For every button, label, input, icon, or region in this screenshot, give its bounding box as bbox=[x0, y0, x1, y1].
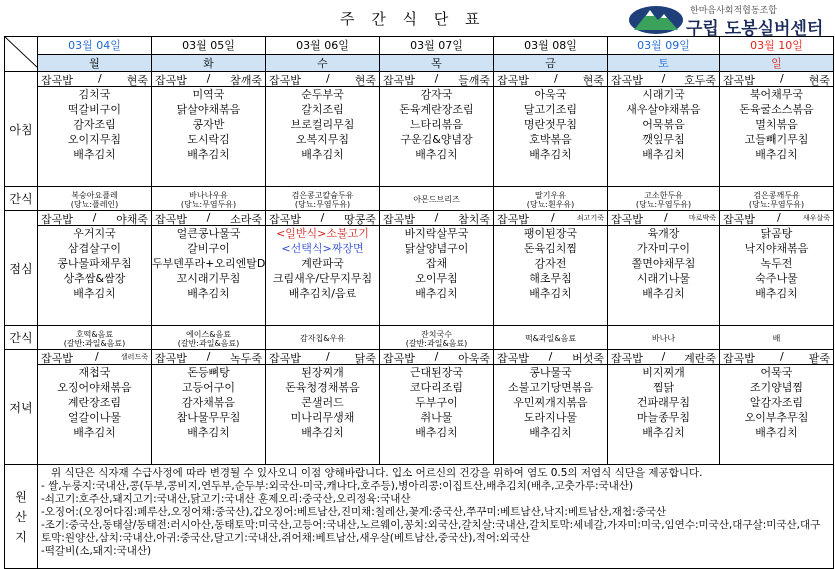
dish-item: 배추김치 bbox=[755, 287, 798, 300]
dish-item: 근대된장국 bbox=[409, 366, 464, 379]
separator: / bbox=[777, 211, 781, 224]
lunch-cell bbox=[720, 211, 834, 326]
dish-item: 두부덴푸라+오리엔탈D bbox=[152, 257, 265, 270]
dinner-row bbox=[5, 350, 834, 465]
dish-item: 새우살야채볶음 bbox=[626, 103, 701, 116]
dish-item: 가자미구이 bbox=[636, 242, 691, 255]
rice-porridge-line bbox=[38, 72, 151, 87]
dish-item: 된장찌개 bbox=[301, 366, 344, 379]
date-sat: 03월 09일 bbox=[608, 37, 720, 55]
dish-item: 돈육계란장조림 bbox=[399, 103, 474, 116]
dish-item: 감자채볶음 bbox=[181, 396, 236, 409]
day-sat: 토 bbox=[608, 54, 720, 72]
snack1-cell bbox=[266, 187, 380, 211]
rice-name: 잡곡밥 bbox=[497, 213, 529, 226]
rice-name: 잡곡밥 bbox=[41, 74, 73, 87]
rice-porridge-line bbox=[720, 72, 833, 87]
origin-line: -떡갈비(소,돼지:국내산) bbox=[41, 545, 152, 557]
snack2-label: 간식 bbox=[5, 326, 38, 350]
breakfast-row bbox=[5, 72, 834, 187]
dish-item: 배추김치 bbox=[529, 426, 572, 439]
snack-name: 딸기우유 bbox=[535, 190, 566, 200]
rice-porridge-line bbox=[380, 211, 493, 226]
porridge-name: 야채죽 bbox=[116, 213, 148, 226]
snack2-cell bbox=[380, 326, 494, 350]
dish-item: 콩나물파채무침 bbox=[57, 257, 132, 270]
dish-item: 참나물무무침 bbox=[176, 411, 241, 424]
diagonal-line bbox=[5, 37, 38, 68]
dish-item: 배추김치 bbox=[755, 148, 798, 161]
rice-name: 잡곡밥 bbox=[41, 213, 73, 226]
day-sun: 일 bbox=[720, 54, 834, 72]
dish-item: 오이부추무침 bbox=[744, 411, 809, 424]
rice-porridge-line bbox=[720, 211, 833, 226]
porridge-name: 들깨죽 bbox=[458, 74, 490, 87]
snack-name: 검은콩고칼슘두유 bbox=[291, 190, 354, 200]
rice-porridge-line bbox=[494, 350, 607, 365]
dinner-cell bbox=[38, 350, 152, 465]
logo-subtitle: 한마음사회적협동조합 bbox=[690, 6, 777, 16]
snack-name: 바나나우유 bbox=[189, 190, 228, 200]
separator: / bbox=[779, 72, 784, 85]
dish-item: 우민찌개지볶음 bbox=[513, 396, 588, 409]
snack-name: 검은콩깨두유 bbox=[753, 190, 800, 200]
dish-item: 오복지무침 bbox=[295, 133, 350, 146]
separator: / bbox=[434, 350, 439, 363]
rice-name: 잡곡밥 bbox=[41, 352, 73, 365]
day-fri: 금 bbox=[494, 54, 608, 72]
header bbox=[0, 0, 835, 39]
dish-item: 갈비구이 bbox=[187, 242, 230, 255]
dish-item: 깻잎무침 bbox=[642, 133, 685, 146]
origin-line: - 쌀,누룽지:국내산,콩(두부,콩비지,연두부,순두부:외국산-미국,캐나다,호주등),병아리콩:이집트산,배추김치(배추,고춧가루:국내산) bbox=[41, 480, 634, 492]
rice-name: 잡곡밥 bbox=[611, 213, 643, 226]
dish-item: 조기양념찜 bbox=[749, 381, 804, 394]
date-fri: 03월 08일 bbox=[494, 37, 608, 55]
dish-item: 닭살야채볶음 bbox=[176, 103, 241, 116]
dish-item: 오이무침 bbox=[415, 272, 458, 285]
snack1-row bbox=[5, 187, 834, 211]
snack-alt: (당뇨:무염두유) bbox=[748, 199, 805, 209]
dish-item: 명란젓무침 bbox=[523, 118, 578, 131]
center-logo bbox=[628, 2, 833, 39]
snack-alt: (갈반:과일&음료) bbox=[177, 338, 240, 348]
porridge-name: 현죽 bbox=[582, 74, 604, 87]
porridge-name: 현죽 bbox=[808, 74, 830, 87]
rice-name: 잡곡밥 bbox=[611, 74, 643, 87]
dish-item: 느타리볶음 bbox=[409, 118, 464, 131]
dish-item: 해초무침 bbox=[529, 272, 572, 285]
dish-item: 돈육김치찜 bbox=[523, 242, 578, 255]
snack1-cell bbox=[720, 187, 834, 211]
dish-item: 배추김치 bbox=[415, 287, 458, 300]
dish-item: 얼큰콩나물국 bbox=[176, 227, 241, 240]
dish-item: 돈육굴소스볶음 bbox=[739, 103, 814, 116]
dish-item: 고들빼기무침 bbox=[744, 133, 809, 146]
dish-item: 재첩국 bbox=[78, 366, 111, 379]
porridge-name: 닭죽 bbox=[354, 352, 376, 365]
dish-item: 배추김치 bbox=[529, 287, 572, 300]
origin-line: -조기:중국산,동태살/동태전:러시아산,동태토막:미국산,고등어:국내산,노르웨이,꽁치:외국산,갈치살:국내산,갈치토막:세네갈,가자미:미국,임연수:미국산,대구살:미국산,대구토막:원양산,삼치:국내산,아귀:중국산,달고기:국내산,쥐어채:베트남산,새우살(베트남산,중국산),적어:외국산 bbox=[41, 519, 821, 544]
dish-item: 얼갈이나물 bbox=[67, 411, 122, 424]
porridge-name: 쇠고기죽 bbox=[576, 214, 604, 222]
date-sun: 03월 10일 bbox=[720, 37, 834, 55]
porridge-name: 호두죽 bbox=[684, 74, 716, 87]
mountain-logo-icon bbox=[628, 2, 684, 34]
snack2-cell bbox=[266, 326, 380, 350]
rice-name: 잡곡밥 bbox=[611, 352, 643, 365]
rice-name: 잡곡밥 bbox=[723, 352, 755, 365]
separator: / bbox=[325, 350, 330, 363]
snack-alt: (당뇨:플레인) bbox=[70, 199, 119, 209]
dish-item: 김치국 bbox=[78, 88, 111, 101]
lunch-cell bbox=[380, 211, 494, 326]
page-title: 주 간 식 단 표 bbox=[340, 10, 486, 28]
dish-item: 육개장 bbox=[647, 227, 680, 240]
dish-item: 소불고기당면볶음 bbox=[507, 381, 593, 394]
dinner-cell bbox=[720, 350, 834, 465]
dish-item: 배추김치 bbox=[529, 148, 572, 161]
rice-name: 잡곡밥 bbox=[383, 213, 415, 226]
breakfast-cell bbox=[152, 72, 266, 187]
rice-porridge-line bbox=[494, 72, 607, 87]
dish-item: 배추김치 bbox=[187, 287, 230, 300]
dish-item: 배추김치 bbox=[73, 426, 116, 439]
snack1-cell bbox=[380, 187, 494, 211]
rice-porridge-line bbox=[608, 350, 719, 365]
date-tue: 03월 05일 bbox=[152, 37, 266, 55]
breakfast-cell bbox=[720, 72, 834, 187]
dish-item: 찜닭 bbox=[652, 381, 675, 394]
dish-item: 도라지나물 bbox=[523, 411, 578, 424]
dish-item: 순두부국 bbox=[301, 88, 344, 101]
dish-item: 낙지야채볶음 bbox=[744, 242, 809, 255]
rice-name: 잡곡밥 bbox=[155, 74, 187, 87]
dish-item: 콩자반 bbox=[192, 118, 225, 131]
rice-name: 잡곡밥 bbox=[269, 213, 301, 226]
porridge-name: 아욱죽 bbox=[458, 352, 490, 365]
separator: / bbox=[553, 72, 558, 85]
date-wed: 03월 06일 bbox=[266, 37, 380, 55]
dish-item: 배추김치 bbox=[642, 426, 685, 439]
porridge-name: 땅콩죽 bbox=[344, 213, 376, 226]
dish-item: 갈치조림 bbox=[301, 103, 344, 116]
lunch-cell bbox=[38, 211, 152, 326]
snack2-cell bbox=[608, 326, 720, 350]
separator: / bbox=[92, 211, 97, 224]
snack-alt: (당뇨:무염두유) bbox=[180, 199, 237, 209]
porridge-name: 참치죽 bbox=[458, 213, 490, 226]
dish-item: 코다리조림 bbox=[409, 381, 464, 394]
porridge-name: 녹두죽 bbox=[230, 352, 262, 365]
separator: / bbox=[548, 350, 553, 363]
dish-item: 배추김치 bbox=[187, 426, 230, 439]
rice-porridge-line bbox=[152, 72, 265, 87]
dish-item: 배추김치 bbox=[73, 148, 116, 161]
dish-item: 미역국 bbox=[192, 88, 225, 101]
dish-item: 돈육청경채볶음 bbox=[285, 381, 360, 394]
dish-item: 알감자조림 bbox=[749, 396, 804, 409]
separator: / bbox=[206, 350, 211, 363]
day-mon: 월 bbox=[38, 54, 152, 72]
porridge-name: 현죽 bbox=[354, 74, 376, 87]
snack-name: 떡&과일&음료 bbox=[524, 334, 577, 343]
porridge-name: 계란죽 bbox=[684, 352, 716, 365]
dish-item: 배추김치 bbox=[755, 426, 798, 439]
separator: / bbox=[206, 72, 211, 85]
porridge-name: 팥죽 bbox=[808, 352, 830, 365]
date-row bbox=[5, 37, 834, 55]
dinner-cell bbox=[494, 350, 608, 465]
dish-item: 브로컬리무침 bbox=[290, 118, 355, 131]
snack2-cell bbox=[720, 326, 834, 350]
dish-item: 계란장조림 bbox=[67, 396, 122, 409]
snack2-cell bbox=[494, 326, 608, 350]
dish-item: 마늘종무침 bbox=[636, 411, 691, 424]
rice-porridge-line bbox=[720, 350, 833, 365]
snack-name: 아몬드브리즈 bbox=[413, 195, 460, 204]
dish-item: 꼬시래기무침 bbox=[176, 272, 241, 285]
dish-item: 바지락살무국 bbox=[404, 227, 469, 240]
snack1-label: 간식 bbox=[5, 187, 38, 211]
logo-title: 구립 도봉실버센터 bbox=[686, 19, 824, 39]
lunch-cell bbox=[266, 211, 380, 326]
dinner-cell bbox=[380, 350, 494, 465]
dish-item: 배추김치/음료 bbox=[288, 287, 357, 300]
dish-item: 배추김치 bbox=[301, 426, 344, 439]
dish-item: 떡갈비구이 bbox=[67, 103, 122, 116]
dish-item: 팽이된장국 bbox=[523, 227, 578, 240]
snack-alt: (당뇨:무염두유) bbox=[635, 199, 692, 209]
porridge-name: 샐러드죽 bbox=[120, 353, 148, 361]
rice-porridge-line bbox=[380, 72, 493, 87]
rice-name: 잡곡밥 bbox=[155, 352, 187, 365]
rice-name: 잡곡밥 bbox=[497, 352, 529, 365]
rice-name: 잡곡밥 bbox=[155, 213, 187, 226]
separator: / bbox=[434, 211, 439, 224]
snack-alt: (당뇨:흰우유) bbox=[526, 199, 575, 209]
snack-name: 잔치국수 bbox=[421, 329, 452, 339]
separator: / bbox=[320, 211, 325, 224]
dinner-cell bbox=[152, 350, 266, 465]
rice-name: 잡곡밥 bbox=[723, 74, 755, 87]
dish-item: <선택식>짜장면 bbox=[281, 242, 364, 255]
rice-porridge-line bbox=[380, 350, 493, 365]
separator: / bbox=[661, 350, 666, 363]
dish-item: 취나물 bbox=[420, 411, 453, 424]
separator: / bbox=[779, 350, 784, 363]
separator: / bbox=[206, 211, 211, 224]
dish-item: 배추김치 bbox=[73, 287, 116, 300]
rice-porridge-line bbox=[608, 211, 719, 226]
separator: / bbox=[97, 72, 102, 85]
porridge-name: 현죽 bbox=[126, 74, 148, 87]
origin-line: -쇠고기:호주산,돼지고기:국내산,닭고기:국내산 훈제오리:중국산,오리정육:국내산 bbox=[41, 493, 411, 505]
dish-item: 닭곰탕 bbox=[760, 227, 793, 240]
snack-alt: (갈반:과일&음료) bbox=[405, 338, 468, 348]
origin-row bbox=[5, 465, 834, 569]
dish-item: 두부구이 bbox=[415, 396, 458, 409]
origin-line: -오징어:(오징어다짐:페루산,오징어채:중국산),갑오징어:베트남산,진미채:칠레산,꽃게:중국산,쭈꾸미:베트남산,낙지:베트남산,재첩:중국산 bbox=[41, 506, 667, 518]
snack-name: 고소한두유 bbox=[644, 190, 683, 200]
day-row bbox=[5, 54, 834, 72]
dish-item: 어묵볶음 bbox=[642, 118, 685, 131]
dish-item: 호박볶음 bbox=[529, 133, 572, 146]
weekly-menu-table bbox=[4, 36, 834, 569]
origin-label: 원 산 지 bbox=[5, 465, 38, 569]
dish-item: 배추김치 bbox=[415, 148, 458, 161]
rice-porridge-line bbox=[38, 211, 151, 226]
porridge-name: 참깨죽 bbox=[230, 74, 262, 87]
lunch-row bbox=[5, 211, 834, 326]
dish-item: 숙주나물 bbox=[755, 272, 798, 285]
rice-name: 잡곡밥 bbox=[269, 352, 301, 365]
snack1-cell bbox=[152, 187, 266, 211]
dish-item: 북어채무국 bbox=[749, 88, 804, 101]
dish-item: 닭살양념구이 bbox=[404, 242, 469, 255]
dish-item: <일반식>소불고기 bbox=[276, 227, 369, 240]
breakfast-cell bbox=[38, 72, 152, 187]
porridge-name: 마로박죽 bbox=[688, 214, 716, 222]
dish-item: 배추김치 bbox=[415, 426, 458, 439]
dinner-cell bbox=[266, 350, 380, 465]
porridge-name: 버섯죽 bbox=[572, 352, 604, 365]
rice-porridge-line bbox=[266, 211, 379, 226]
dish-item: 배추김치 bbox=[642, 287, 685, 300]
rice-porridge-line bbox=[608, 72, 719, 87]
porridge-name: 소라죽 bbox=[230, 213, 262, 226]
date-mon: 03월 04일 bbox=[38, 37, 152, 55]
snack-name: 호떡&음료 bbox=[75, 329, 114, 339]
dish-item: 미나리무생채 bbox=[290, 411, 355, 424]
day-wed: 수 bbox=[266, 54, 380, 72]
dinner-cell bbox=[608, 350, 720, 465]
breakfast-cell bbox=[266, 72, 380, 187]
rice-porridge-line bbox=[266, 350, 379, 365]
dish-item: 돈등뼈탕 bbox=[187, 366, 230, 379]
dish-item: 아욱국 bbox=[534, 88, 567, 101]
rice-name: 잡곡밥 bbox=[383, 352, 415, 365]
dish-item: 상추쌈&쌈장 bbox=[63, 272, 126, 285]
day-tue: 화 bbox=[152, 54, 266, 72]
rice-porridge-line bbox=[38, 350, 151, 365]
dish-item: 어묵국 bbox=[760, 366, 793, 379]
separator: / bbox=[551, 211, 555, 224]
snack2-cell bbox=[152, 326, 266, 350]
rice-name: 잡곡밥 bbox=[497, 74, 529, 87]
rice-porridge-line bbox=[152, 211, 265, 226]
snack-name: 바나나 bbox=[651, 334, 676, 343]
dish-item: 구운김&양념장 bbox=[400, 133, 473, 146]
separator: / bbox=[434, 72, 439, 85]
porridge-name: 새우살죽 bbox=[802, 214, 830, 222]
lunch-label: 점심 bbox=[5, 211, 38, 326]
breakfast-cell bbox=[494, 72, 608, 187]
dish-item: 녹두전 bbox=[760, 257, 793, 270]
dish-item: 크림새우/단무지무침 bbox=[272, 272, 373, 285]
lunch-cell bbox=[494, 211, 608, 326]
dish-item: 감자조림 bbox=[73, 118, 116, 131]
corner-cell bbox=[5, 37, 38, 72]
dish-item: 오징어야채볶음 bbox=[57, 381, 132, 394]
dish-item: 잡채 bbox=[425, 257, 448, 270]
dish-item: 감자전 bbox=[534, 257, 567, 270]
dish-item: 배추김치 bbox=[301, 148, 344, 161]
snack-name: 배 bbox=[772, 334, 781, 343]
rice-name: 잡곡밥 bbox=[269, 74, 301, 87]
dish-item: 건파래무침 bbox=[636, 396, 691, 409]
dish-item: 콘샐러드 bbox=[301, 396, 344, 409]
rice-porridge-line bbox=[152, 350, 265, 365]
date-thu: 03월 07일 bbox=[380, 37, 494, 55]
separator: / bbox=[664, 211, 668, 224]
snack2-cell bbox=[38, 326, 152, 350]
dish-item: 콩나물국 bbox=[529, 366, 572, 379]
dish-item: 삼겹살구이 bbox=[67, 242, 122, 255]
dish-item: 도시락김 bbox=[187, 133, 230, 146]
breakfast-cell bbox=[608, 72, 720, 187]
dish-item: 쫄면야채무침 bbox=[631, 257, 696, 270]
dish-item: 달고기조림 bbox=[523, 103, 578, 116]
snack-name: 감자칩&우유 bbox=[300, 334, 345, 343]
separator: / bbox=[95, 350, 99, 363]
day-thu: 목 bbox=[380, 54, 494, 72]
rice-name: 잡곡밥 bbox=[383, 74, 415, 87]
origin-notice bbox=[38, 465, 834, 569]
snack-name: 에이스&음료 bbox=[186, 329, 231, 339]
dinner-label: 저녁 bbox=[5, 350, 38, 465]
dish-item: 배추김치 bbox=[642, 148, 685, 161]
snack2-row bbox=[5, 326, 834, 350]
breakfast-cell bbox=[380, 72, 494, 187]
dish-item: 시래기나물 bbox=[636, 272, 691, 285]
dish-item: 배추김치 bbox=[187, 148, 230, 161]
dish-item: 고등어구이 bbox=[181, 381, 236, 394]
rice-name: 잡곡밥 bbox=[723, 213, 755, 226]
breakfast-label: 아침 bbox=[5, 72, 38, 187]
lunch-cell bbox=[608, 211, 720, 326]
snack-alt: (당뇨:무염두유) bbox=[294, 199, 351, 209]
snack1-cell bbox=[608, 187, 720, 211]
origin-line: 위 식단은 식자재 수급사정에 따라 변경될 수 있사오니 이점 양해바랍니다. 입소 어르신의 건강을 위하여 염도 0.5의 저염식 식단을 제공합니다. bbox=[51, 467, 703, 479]
lunch-cell bbox=[152, 211, 266, 326]
dish-item: 비지찌개 bbox=[642, 366, 685, 379]
rice-porridge-line bbox=[266, 72, 379, 87]
snack1-cell bbox=[494, 187, 608, 211]
snack-alt: (갈반:과일&음료) bbox=[63, 338, 126, 348]
snack-name: 복숭아요플레 bbox=[71, 190, 118, 200]
dish-item: 감자국 bbox=[420, 88, 453, 101]
rice-porridge-line bbox=[494, 211, 607, 226]
dish-item: 계란파국 bbox=[301, 257, 344, 270]
dish-item: 오이지무침 bbox=[67, 133, 122, 146]
separator: / bbox=[325, 72, 330, 85]
dish-item: 우거지국 bbox=[73, 227, 116, 240]
dish-item: 멸치볶음 bbox=[755, 118, 798, 131]
dish-item: 시래기국 bbox=[642, 88, 685, 101]
snack1-cell bbox=[38, 187, 152, 211]
separator: / bbox=[661, 72, 666, 85]
